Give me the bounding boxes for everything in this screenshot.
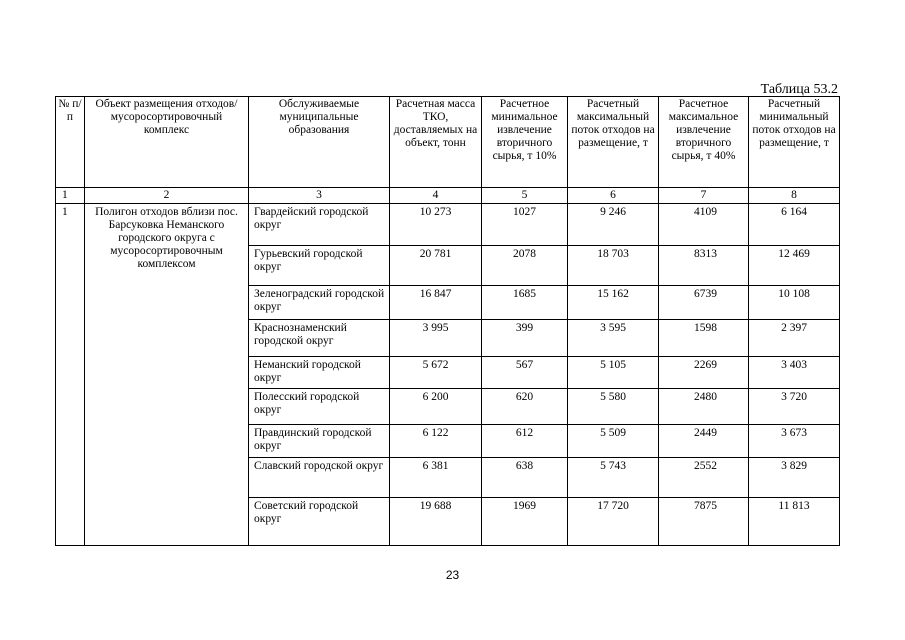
header-cell: Расчетный минимальный поток отходов на размещение, т bbox=[749, 97, 840, 188]
min-ext-cell: 2078 bbox=[482, 246, 568, 286]
municipality-cell: Полесский городской округ bbox=[249, 389, 390, 425]
max-flow-cell: 5 580 bbox=[568, 389, 659, 425]
mass-cell: 16 847 bbox=[390, 286, 482, 320]
max-ext-cell: 6739 bbox=[659, 286, 749, 320]
municipality-cell: Правдинский городской округ bbox=[249, 425, 390, 458]
header-row bbox=[56, 97, 840, 188]
max-flow-cell: 17 720 bbox=[568, 498, 659, 546]
max-ext-cell: 2449 bbox=[659, 425, 749, 458]
max-flow-cell: 9 246 bbox=[568, 204, 659, 246]
min-ext-cell: 1969 bbox=[482, 498, 568, 546]
mass-cell: 6 200 bbox=[390, 389, 482, 425]
min-flow-cell: 3 673 bbox=[749, 425, 840, 458]
column-number: 7 bbox=[659, 188, 749, 204]
mass-cell: 20 781 bbox=[390, 246, 482, 286]
mass-cell: 6 381 bbox=[390, 458, 482, 498]
municipality-cell: Гурьевский городской округ bbox=[249, 246, 390, 286]
mass-cell: 5 672 bbox=[390, 357, 482, 389]
header-cell: Расчетный максимальный поток отходов на размещение, т bbox=[568, 97, 659, 188]
column-number: 5 bbox=[482, 188, 568, 204]
min-flow-cell: 11 813 bbox=[749, 498, 840, 546]
municipality-cell: Неманский городской округ bbox=[249, 357, 390, 389]
mass-cell: 10 273 bbox=[390, 204, 482, 246]
max-ext-cell: 4109 bbox=[659, 204, 749, 246]
min-flow-cell: 3 720 bbox=[749, 389, 840, 425]
header-cell: Расчетное минимальное извлечение вторичного сырья, т 10% bbox=[482, 97, 568, 188]
header-cell: Объект размещения отходов/ мусоросортировочный комплекс bbox=[85, 97, 249, 188]
max-flow-cell: 15 162 bbox=[568, 286, 659, 320]
page-number: 23 bbox=[445, 568, 460, 582]
min-flow-cell: 6 164 bbox=[749, 204, 840, 246]
min-flow-cell: 10 108 bbox=[749, 286, 840, 320]
max-flow-cell: 3 595 bbox=[568, 320, 659, 357]
max-ext-cell: 1598 bbox=[659, 320, 749, 357]
mass-cell: 19 688 bbox=[390, 498, 482, 546]
header-cell: № п/п bbox=[56, 97, 85, 188]
object-cell: Полигон отходов вблизи пос. Барсуковка Неманского городского округа с мусоросортировочным комплексом bbox=[85, 204, 249, 546]
max-ext-cell: 8313 bbox=[659, 246, 749, 286]
min-ext-cell: 638 bbox=[482, 458, 568, 498]
mass-cell: 3 995 bbox=[390, 320, 482, 357]
municipality-cell: Гвардейский городской округ bbox=[249, 204, 390, 246]
max-flow-cell: 5 509 bbox=[568, 425, 659, 458]
max-ext-cell: 2269 bbox=[659, 357, 749, 389]
min-flow-cell: 12 469 bbox=[749, 246, 840, 286]
waste-table bbox=[55, 96, 840, 546]
column-number-row bbox=[56, 188, 840, 204]
min-flow-cell: 2 397 bbox=[749, 320, 840, 357]
max-flow-cell: 5 743 bbox=[568, 458, 659, 498]
column-number: 8 bbox=[749, 188, 840, 204]
header-cell: Расчетное максимальное извлечение вторичного сырья, т 40% bbox=[659, 97, 749, 188]
min-ext-cell: 567 bbox=[482, 357, 568, 389]
table-row bbox=[56, 204, 840, 246]
row-number-cell: 1 bbox=[56, 204, 85, 546]
max-ext-cell: 2552 bbox=[659, 458, 749, 498]
municipality-cell: Краснознаменский городской округ bbox=[249, 320, 390, 357]
max-ext-cell: 2480 bbox=[659, 389, 749, 425]
mass-cell: 6 122 bbox=[390, 425, 482, 458]
column-number: 6 bbox=[568, 188, 659, 204]
table-caption: Таблица 53.2 bbox=[760, 82, 838, 97]
min-ext-cell: 1685 bbox=[482, 286, 568, 320]
column-number: 2 bbox=[85, 188, 249, 204]
municipality-cell: Советский городской округ bbox=[249, 498, 390, 546]
min-ext-cell: 620 bbox=[482, 389, 568, 425]
header-cell: Обслуживаемые муниципальные образования bbox=[249, 97, 390, 188]
column-number: 4 bbox=[390, 188, 482, 204]
max-flow-cell: 18 703 bbox=[568, 246, 659, 286]
min-flow-cell: 3 829 bbox=[749, 458, 840, 498]
municipality-cell: Зеленоградский городской округ bbox=[249, 286, 390, 320]
header-cell: Расчетная масса ТКО, доставляемых на объект, тонн bbox=[390, 97, 482, 188]
min-flow-cell: 3 403 bbox=[749, 357, 840, 389]
max-ext-cell: 7875 bbox=[659, 498, 749, 546]
max-flow-cell: 5 105 bbox=[568, 357, 659, 389]
min-ext-cell: 612 bbox=[482, 425, 568, 458]
min-ext-cell: 399 bbox=[482, 320, 568, 357]
min-ext-cell: 1027 bbox=[482, 204, 568, 246]
column-number: 1 bbox=[56, 188, 85, 204]
municipality-cell: Славский городской округ bbox=[249, 458, 390, 498]
column-number: 3 bbox=[249, 188, 390, 204]
